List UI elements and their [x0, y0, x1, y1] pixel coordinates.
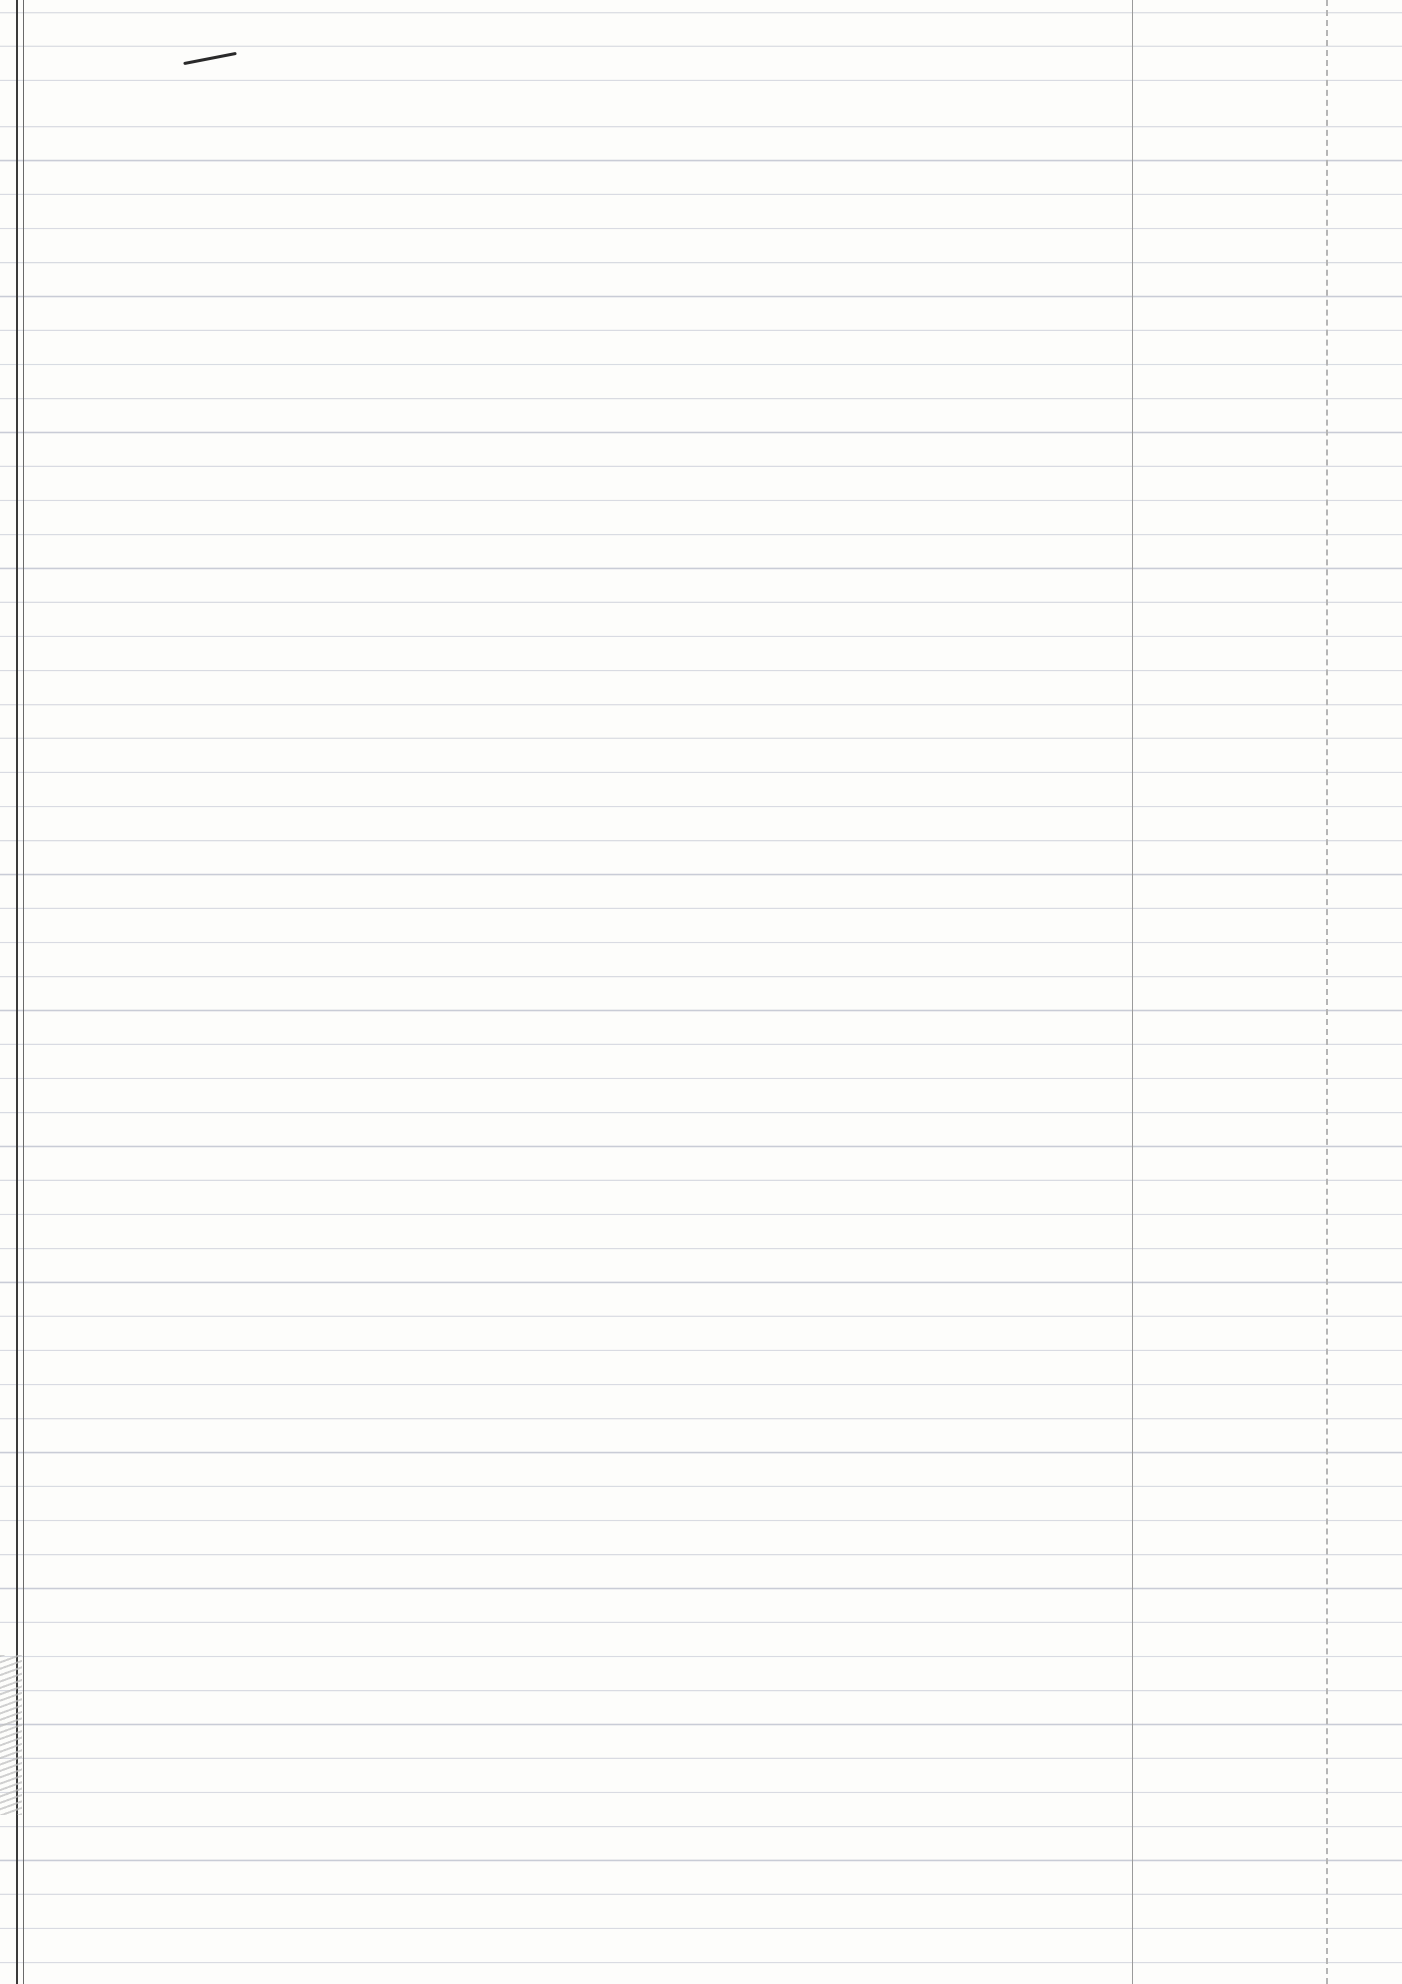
handwritten-line	[130, 1589, 1120, 1623]
handwritten-line	[130, 943, 1120, 977]
handwritten-line	[130, 1827, 1120, 1861]
handwritten-line	[130, 365, 1120, 399]
handwritten-line	[130, 1045, 1120, 1079]
handwritten-line	[130, 1317, 1120, 1351]
handwritten-line	[130, 195, 1120, 229]
handwritten-line	[130, 1181, 1120, 1215]
handwritten-line	[130, 1385, 1120, 1419]
handwritten-line	[130, 1657, 1120, 1691]
handwritten-line	[130, 1555, 1120, 1589]
handwritten-line	[130, 467, 1120, 501]
page-edge-dashed-rule	[1326, 0, 1328, 1984]
handwritten-line	[130, 1283, 1120, 1317]
handwritten-line	[130, 297, 1120, 331]
handwritten-line	[130, 229, 1120, 263]
handwritten-line	[130, 1079, 1120, 1113]
left-margin-rule-inner	[23, 0, 24, 1984]
handwritten-line	[130, 1351, 1120, 1385]
handwritten-line	[130, 807, 1120, 841]
right-margin-rule	[1132, 0, 1133, 1984]
handwritten-line	[130, 569, 1120, 603]
handwritten-line	[130, 1793, 1120, 1827]
handwritten-line	[130, 1113, 1120, 1147]
handwritten-line	[130, 1215, 1120, 1249]
handwritten-line	[130, 1759, 1120, 1793]
handwritten-line	[130, 1963, 1120, 1984]
handwritten-line	[130, 127, 1120, 161]
handwritten-line	[130, 535, 1120, 569]
pen-stroke-mark	[183, 52, 237, 65]
binding-smudge	[0, 1655, 22, 1815]
handwritten-line	[130, 399, 1120, 433]
handwritten-line	[130, 841, 1120, 875]
handwritten-line	[130, 705, 1120, 739]
handwritten-line	[130, 1691, 1120, 1725]
handwritten-line	[130, 637, 1120, 671]
handwritten-line	[130, 263, 1120, 297]
handwritten-line	[130, 501, 1120, 535]
handwritten-line	[130, 1861, 1120, 1895]
handwritten-line	[130, 773, 1120, 807]
handwritten-line	[130, 909, 1120, 943]
handwritten-line	[130, 603, 1120, 637]
handwritten-line	[130, 1929, 1120, 1963]
handwritten-line	[130, 1249, 1120, 1283]
handwritten-line	[130, 739, 1120, 773]
handwritten-line	[130, 1895, 1120, 1929]
handwritten-line	[130, 93, 1120, 127]
handwritten-line	[130, 1419, 1120, 1453]
handwritten-line	[130, 1453, 1120, 1487]
handwritten-line	[130, 1487, 1120, 1521]
handwritten-line	[130, 1725, 1120, 1759]
handwritten-line	[130, 671, 1120, 705]
handwritten-line	[130, 331, 1120, 365]
handwritten-line	[130, 875, 1120, 909]
handwritten-line	[130, 1147, 1120, 1181]
handwritten-line	[130, 977, 1120, 1011]
handwritten-line	[130, 433, 1120, 467]
handwritten-line	[130, 1623, 1120, 1657]
handwritten-line	[130, 1521, 1120, 1555]
section-heading	[130, 1011, 1130, 1045]
handwritten-line	[130, 161, 1120, 195]
